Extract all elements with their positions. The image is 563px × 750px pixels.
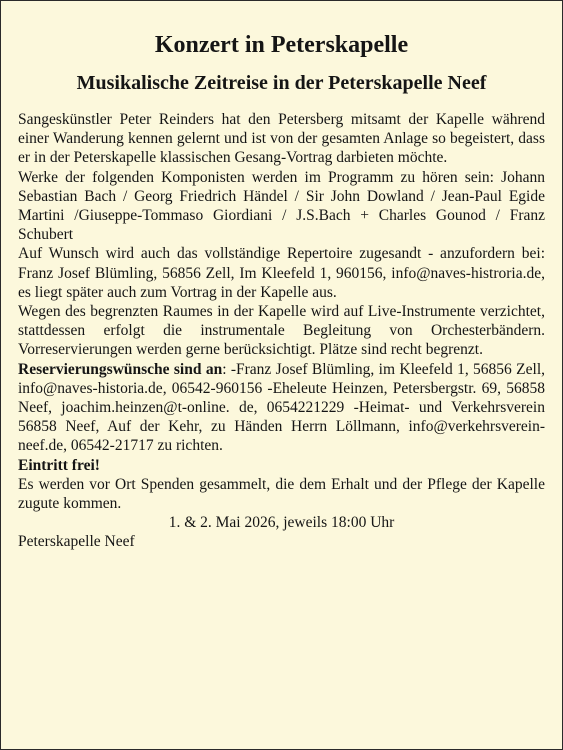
donation-paragraph: Es werden vor Ort Spenden gesammelt, die dem Erhalt und der Pflege der Kapelle zugute kommen. [18,475,545,513]
article-body [18,110,545,552]
paragraph-repertoire: Auf Wunsch wird auch das vollständige Repertoire zugesandt - anzufordern bei: Franz Josef Blümling, 56856 Zell, Im Kleefeld 1, 960156, info@naves-histroria.de, es liegt später auch zum Vortrag in der Kapelle aus. [18,245,545,301]
event-date: 1. & 2. Mai 2026, jeweils 18:00 Uhr [168,514,395,532]
admission-note: Eintritt frei! [18,456,100,474]
paragraph-singer: Sangeskünstler Peter Reinders hat den Petersberg mitsamt der Kapelle während einer Wanderung kennen gelernt und ist von der gesamten Anlage so begeistert, dass er in der Peterskapelle klassischen Gesang-Vortrag darbieten möchte. [18,111,545,167]
paragraph-composers: Werke der folgenden Komponisten werden im Programm zu hören sein: Johann Sebastian Bach / Georg Friedrich Händel / Sir John Dowland / Jean-Paul Egide Martini /Giuseppe-Tommaso Giordiani / J.S.Bach + Charles Gounod / Franz Schubert [18,168,545,244]
reservation-lead: Reservierungswünsche sind an [18,360,223,378]
intro-section [18,110,545,360]
page-title: Konzert in Peterskapelle [154,32,409,58]
signature: Peterskapelle Neef [18,533,135,551]
paragraph-space: Wegen des begrenzten Raumes in der Kapelle wird auf Live-Instrumente verzichtet, stattdessen erfolgt die instrumentale Begleitung von Orchesterbändern. Vorreservierungen werden gerne berücksichtigt. Plätze sind recht begrenzt. [18,303,545,359]
reservation-paragraph [18,360,545,456]
reservation-text: : -Franz Josef Blümling, im Kleefeld 1, 56856 Zell, info@naves-historia.de, 06542-960156 -Eheleute Heinzen, Petersbergstr. 69, 56858 Neef, joachim.heinzen@t-online. de, 0654221229 -Heimat- und Verkehrsverein 56858 Neef, Auf der Kehr, zu Händen Herrn Löllmann, info@verkehrsverein-neef.de, 06542-21717 zu richten. [18,360,545,455]
page-subtitle: Musikalische Zeitreise in der Peterskapelle Neef [76,72,487,94]
